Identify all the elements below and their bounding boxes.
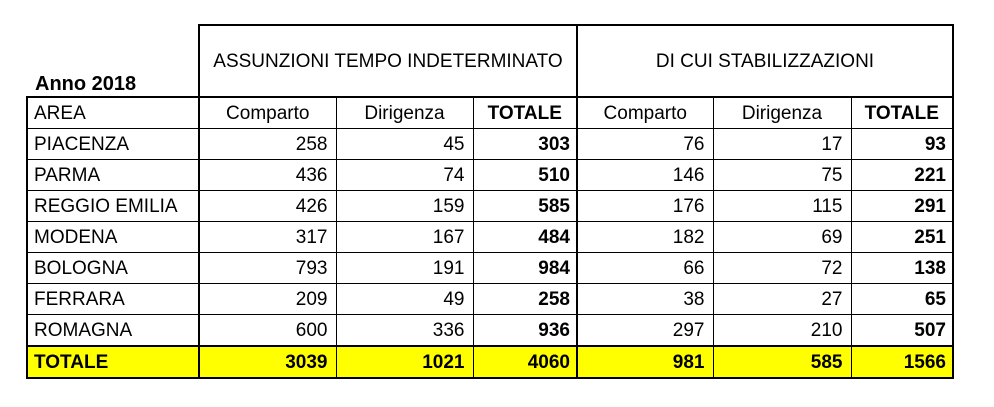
cell-area: FERRARA [27, 284, 199, 315]
cell-s-comparto: 146 [577, 160, 713, 191]
cell-a-dirigenza: 74 [336, 160, 473, 191]
cell-a-totale: 258 [473, 284, 577, 315]
cell-s-comparto: 38 [577, 284, 713, 315]
cell-a-dirigenza: 45 [336, 129, 473, 160]
col-header-a-totale: TOTALE [473, 97, 577, 129]
cell-a-dirigenza: 167 [336, 222, 473, 253]
table-row [27, 191, 953, 222]
cell-s-dirigenza: 72 [713, 253, 851, 284]
cell-a-comparto: 600 [199, 315, 336, 347]
cell-area: PARMA [27, 160, 199, 191]
cell-s-dirigenza: 17 [713, 129, 851, 160]
cell-s-totale: 251 [851, 222, 953, 253]
cell-s-dirigenza: 115 [713, 191, 851, 222]
total-row [27, 346, 953, 378]
cell-s-comparto: 182 [577, 222, 713, 253]
cell-area: BOLOGNA [27, 253, 199, 284]
cell-s-comparto: 297 [577, 315, 713, 347]
cell-area: ROMAGNA [27, 315, 199, 347]
cell-s-dirigenza: 27 [713, 284, 851, 315]
total-a-totale: 4060 [473, 346, 577, 378]
cell-a-comparto: 258 [199, 129, 336, 160]
col-header-area: AREA [27, 97, 199, 129]
col-header-a-dirigenza: Dirigenza [336, 97, 473, 129]
cell-s-comparto: 176 [577, 191, 713, 222]
cell-s-totale: 507 [851, 315, 953, 347]
total-s-totale: 1566 [851, 346, 953, 378]
total-label: TOTALE [27, 346, 199, 378]
cell-a-dirigenza: 49 [336, 284, 473, 315]
cell-a-totale: 510 [473, 160, 577, 191]
cell-area: MODENA [27, 222, 199, 253]
cell-a-totale: 984 [473, 253, 577, 284]
group-stabilizzazioni-header: DI CUI STABILIZZAZIONI [577, 25, 953, 97]
assunzioni-table [26, 24, 954, 379]
column-header-row [27, 97, 953, 129]
cell-s-dirigenza: 75 [713, 160, 851, 191]
cell-a-comparto: 426 [199, 191, 336, 222]
cell-s-totale: 93 [851, 129, 953, 160]
cell-a-dirigenza: 159 [336, 191, 473, 222]
table-row [27, 315, 953, 347]
year-label: Anno 2018 [35, 73, 137, 95]
cell-a-comparto: 209 [199, 284, 336, 315]
cell-a-totale: 484 [473, 222, 577, 253]
total-s-comparto: 981 [577, 346, 713, 378]
total-a-comparto: 3039 [199, 346, 336, 378]
cell-s-totale: 291 [851, 191, 953, 222]
cell-a-dirigenza: 336 [336, 315, 473, 347]
col-header-s-dirigenza: Dirigenza [713, 97, 851, 129]
col-header-s-comparto: Comparto [577, 97, 713, 129]
cell-s-totale: 138 [851, 253, 953, 284]
cell-s-comparto: 66 [577, 253, 713, 284]
table-row [27, 160, 953, 191]
cell-a-totale: 303 [473, 129, 577, 160]
cell-a-comparto: 317 [199, 222, 336, 253]
table-row [27, 284, 953, 315]
table-row [27, 253, 953, 284]
cell-a-totale: 585 [473, 191, 577, 222]
cell-a-dirigenza: 191 [336, 253, 473, 284]
group-assunzioni-header: ASSUNZIONI TEMPO INDETERMINATO [199, 25, 577, 97]
cell-s-comparto: 76 [577, 129, 713, 160]
cell-area: PIACENZA [27, 129, 199, 160]
total-s-dirigenza: 585 [713, 346, 851, 378]
cell-s-totale: 65 [851, 284, 953, 315]
cell-s-totale: 221 [851, 160, 953, 191]
table-row [27, 222, 953, 253]
total-a-dirigenza: 1021 [336, 346, 473, 378]
cell-a-comparto: 436 [199, 160, 336, 191]
table-row [27, 129, 953, 160]
col-header-a-comparto: Comparto [199, 97, 336, 129]
group-header-row [27, 25, 953, 97]
cell-area: REGGIO EMILIA [27, 191, 199, 222]
col-header-s-totale: TOTALE [851, 97, 953, 129]
cell-s-dirigenza: 69 [713, 222, 851, 253]
cell-a-comparto: 793 [199, 253, 336, 284]
cell-a-totale: 936 [473, 315, 577, 347]
cell-s-dirigenza: 210 [713, 315, 851, 347]
